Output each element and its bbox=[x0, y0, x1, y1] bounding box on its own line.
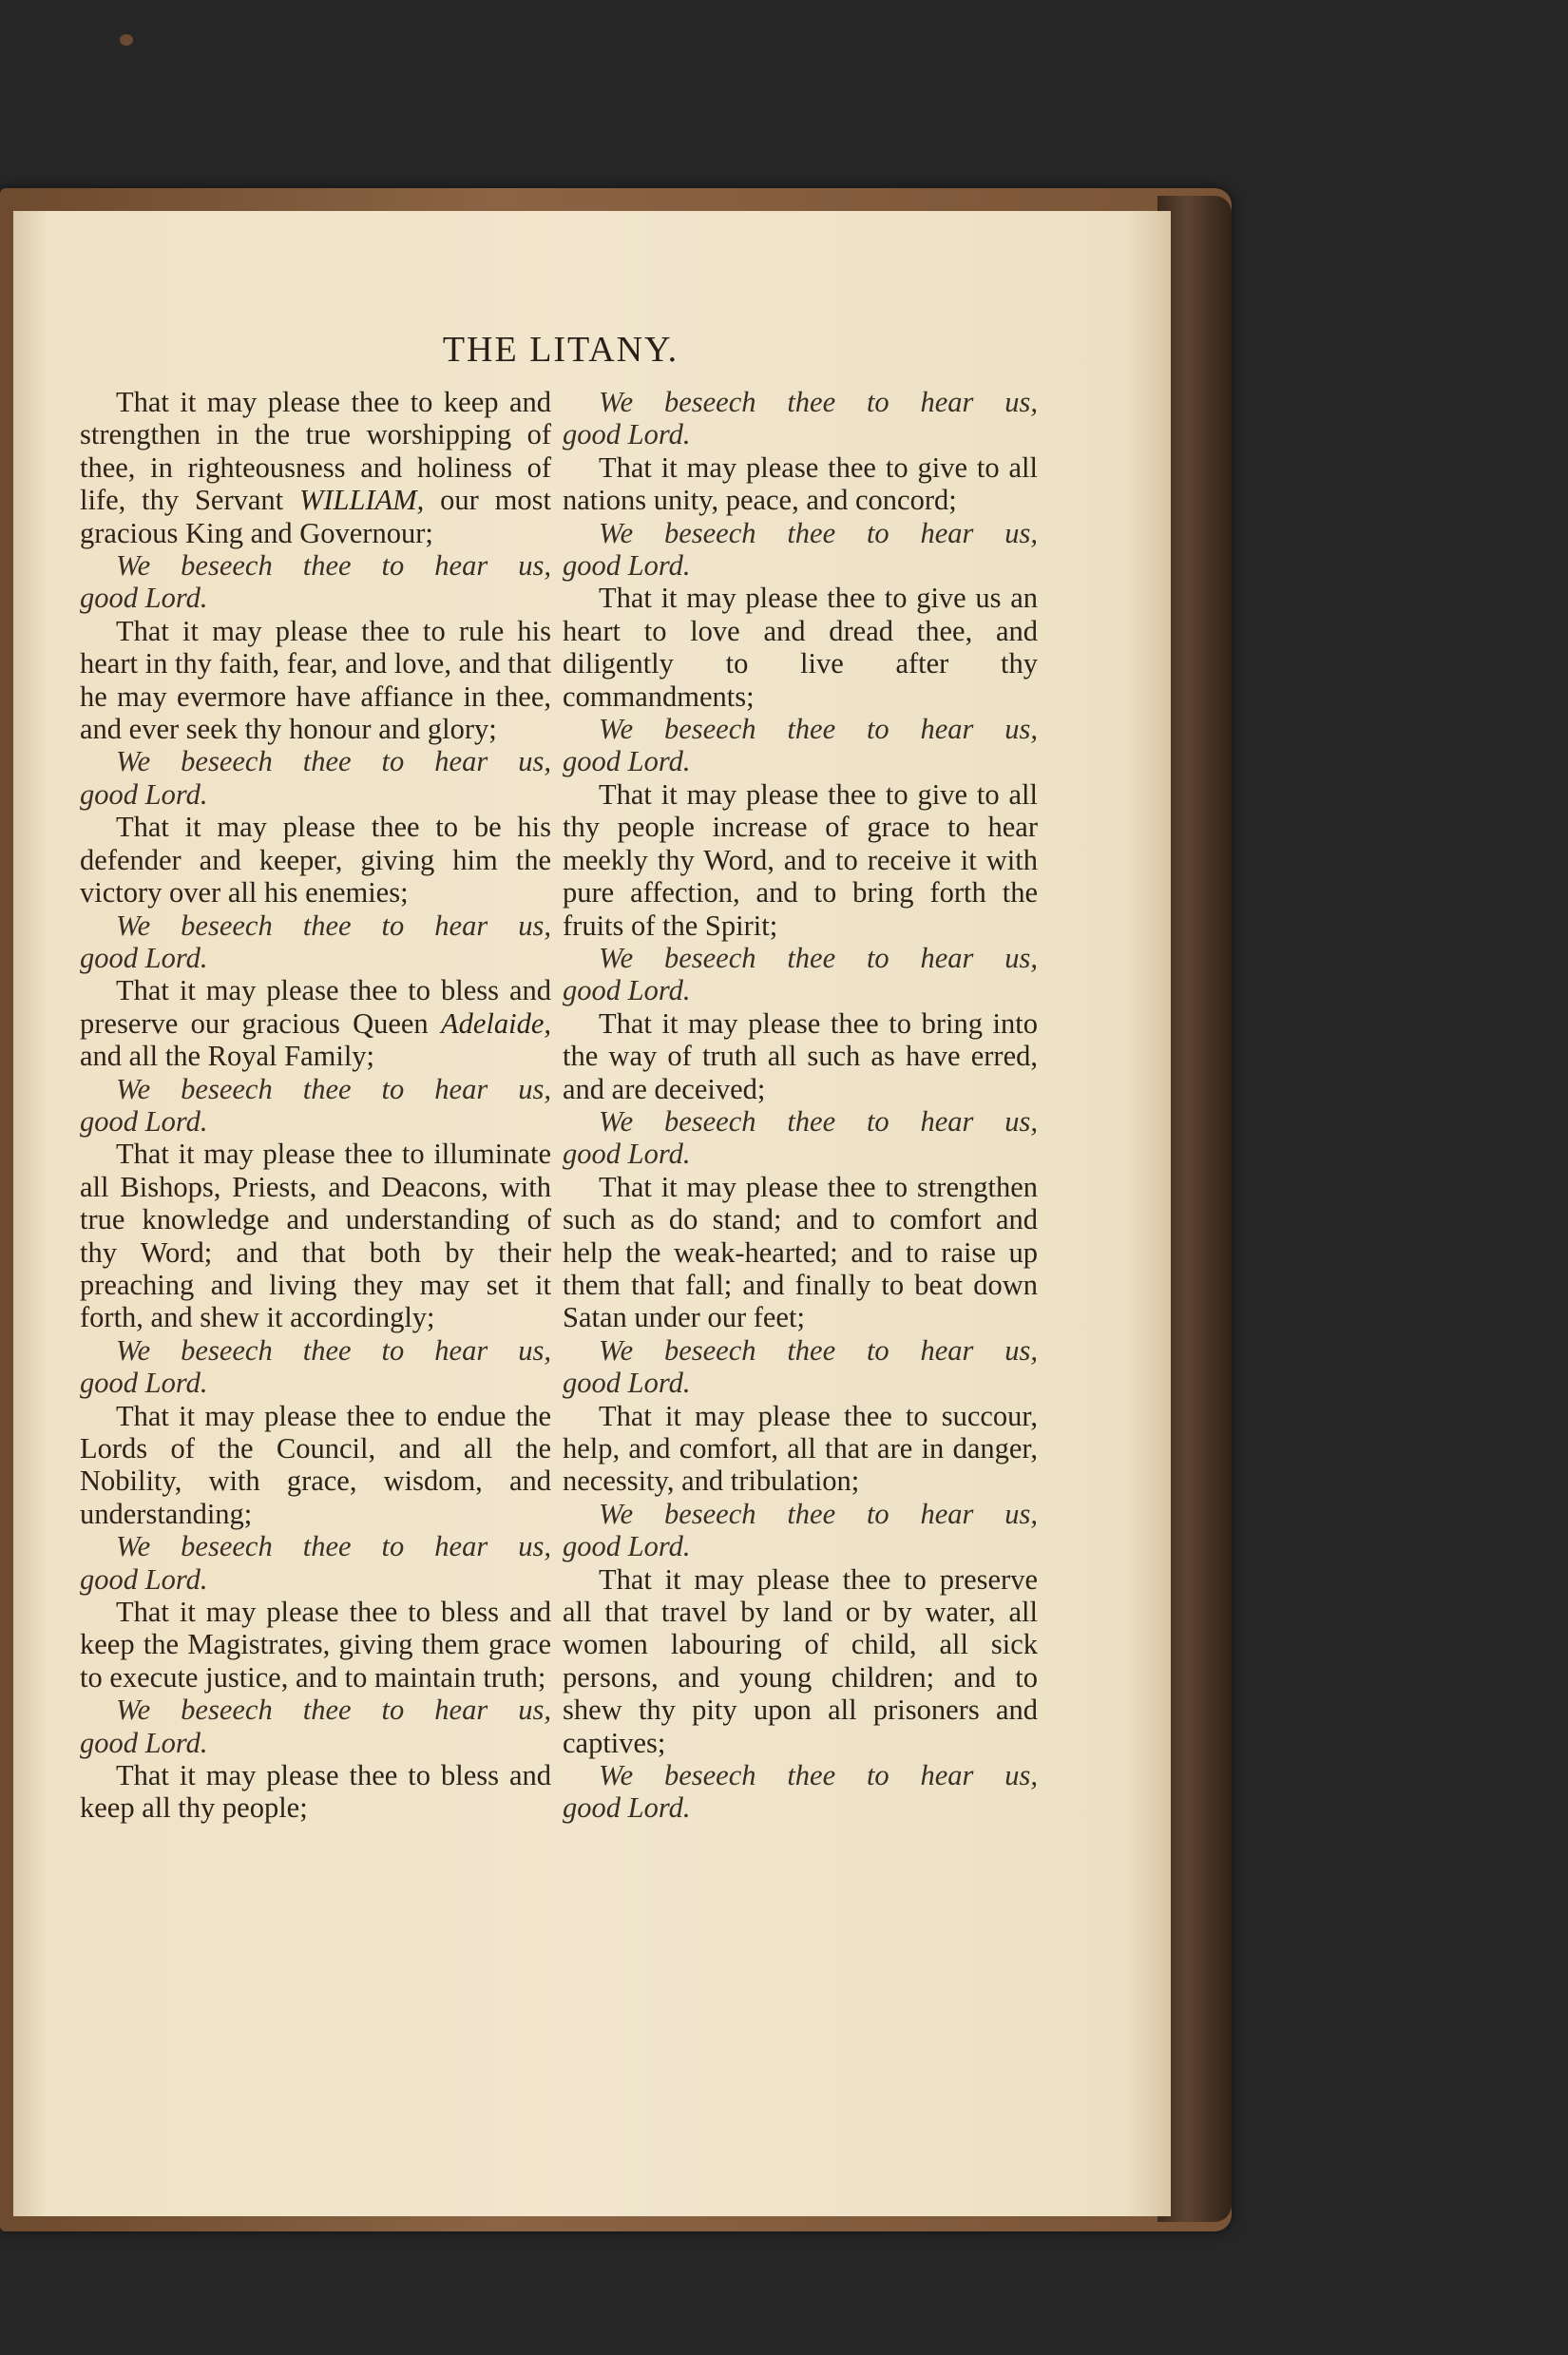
book-page bbox=[13, 211, 1171, 2216]
response: We beseech thee to hear us, good Lord. bbox=[80, 1333, 551, 1400]
response: We beseech thee to hear us, good Lord. bbox=[80, 549, 551, 615]
response: We beseech thee to hear us, good Lord. bbox=[563, 941, 1038, 1007]
response: We beseech thee to hear us, good Lord. bbox=[80, 1072, 551, 1138]
response: We beseech thee to hear us, good Lord. bbox=[563, 1104, 1038, 1171]
response: We beseech thee to hear us, good Lord. bbox=[563, 1497, 1038, 1563]
petition: That it may please thee to bless and keep the Magistrates, giving them grace to execute justice, and to maintain truth; bbox=[80, 1596, 551, 1694]
petition: That it may please thee to be his defender and keeper, giving him the victory over all his enemies; bbox=[80, 811, 551, 909]
sovereign-name: WILLIAM, bbox=[298, 484, 425, 517]
right-column bbox=[563, 386, 1038, 1825]
response: We beseech thee to hear us, good Lord. bbox=[563, 713, 1038, 778]
response: We beseech thee to hear us, good Lord. bbox=[80, 1530, 551, 1596]
dust-speck bbox=[120, 34, 133, 46]
petition: That it may please thee to rule his heart in thy faith, fear, and love, and that he may evermore have affiance in thee, and ever seek thy honour and glory; bbox=[80, 614, 551, 746]
petition: That it may please thee to bless and keep all thy people; bbox=[80, 1759, 551, 1825]
petition: That it may please thee to keep and strengthen in the true worshipping of thee, in righteousness and holiness of life, thy Servant WILLIAM, our most gracious King and Governour; bbox=[80, 386, 551, 549]
response: We beseech thee to hear us, good Lord. bbox=[80, 909, 551, 974]
response: We beseech thee to hear us, good Lord. bbox=[563, 516, 1038, 583]
response: We beseech thee to hear us, good Lord. bbox=[80, 1694, 551, 1759]
petition: That it may please thee to give to all nations unity, peace, and concord; bbox=[563, 450, 1038, 517]
petition: That it may please thee to bless and preserve our gracious Queen Adelaide, and all the Royal Family; bbox=[80, 974, 551, 1073]
petition: That it may please thee to bring into the way of truth all such as have erred, and are deceived; bbox=[563, 1006, 1038, 1105]
petition: That it may please thee to strengthen such as do stand; and to comfort and help the weak-hearted; and to raise up them that fall; and finally to beat down Satan under our feet; bbox=[563, 1170, 1038, 1334]
response: We beseech thee to hear us, good Lord. bbox=[563, 1333, 1038, 1400]
queen-name: Adelaide, bbox=[440, 1006, 551, 1040]
petition: That it may please thee to preserve all that travel by land or by water, all women labouring of child, all sick persons, and young children; and to shew thy pity upon all prisoners and captives; bbox=[563, 1562, 1038, 1759]
response: We beseech thee to hear us, good Lord. bbox=[80, 745, 551, 811]
petition: That it may please thee to succour, help, and comfort, all that are in danger, necessity, and tribulation; bbox=[563, 1399, 1038, 1498]
petition: That it may please thee to give us an heart to love and dread thee, and diligently to live after thy commandments; bbox=[563, 582, 1038, 713]
left-column bbox=[80, 386, 551, 1825]
petition: That it may please thee to endue the Lords of the Council, and all the Nobility, with grace, wisdom, and understanding; bbox=[80, 1399, 551, 1530]
petition: That it may please thee to give to all thy people increase of grace to hear meekly thy Word, and to receive it with pure affection, and to bring forth the fruits of the Spirit; bbox=[563, 777, 1038, 942]
response: We beseech thee to hear us, good Lord. bbox=[563, 386, 1038, 451]
page-title: THE LITANY. bbox=[442, 330, 679, 370]
response: We beseech thee to hear us, good Lord. bbox=[563, 1759, 1038, 1825]
petition: That it may please thee to illuminate all Bishops, Priests, and Deacons, with true knowledge and understanding of thy Word; and that both by their preaching and living they may set it forth, and shew it accordingly; bbox=[80, 1138, 551, 1334]
